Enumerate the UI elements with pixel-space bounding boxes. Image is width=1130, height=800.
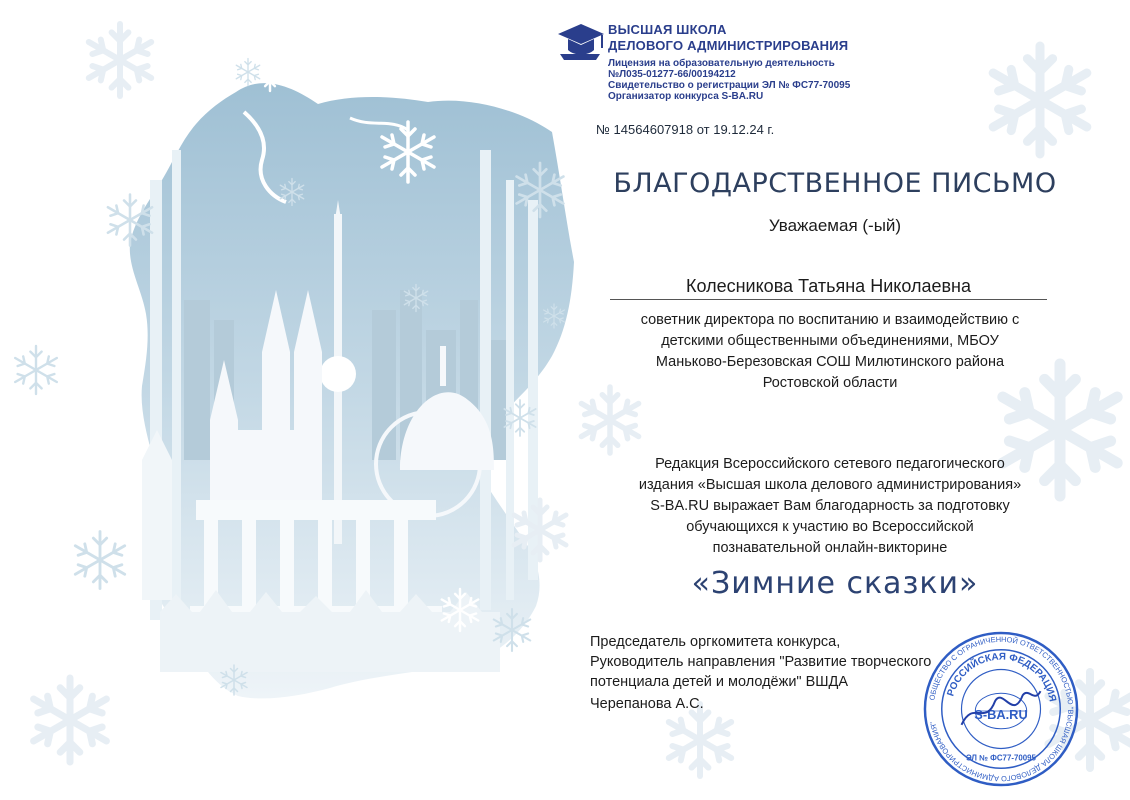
gratitude-text: Редакция Всероссийского сетевого педагогического издания «Высшая школа делового администрирования» S-BA.RU выражает Вам благодарность за подготовку обучающихся к участию во Всероссийской познавательной онлайн-викторине — [638, 456, 1022, 556]
seal-bottom-text: ЭЛ № ФС77-70095 — [966, 753, 1036, 763]
license-info: Лицензия на образовательную деятельность №Л035-01277-66/00194212 Свидетельство о регистрации ЭЛ № ФС77-70095 Организатор конкурса S-BA.RU — [608, 58, 851, 102]
organization-name: ВЫСШАЯ ШКОЛА ДЕЛОВОГО АДМИНИСТРИРОВАНИЯ — [608, 22, 849, 53]
graduation-cap-icon — [556, 20, 606, 64]
recipient-position: советник директора по воспитанию и взаимодействию с детскими общественными объединениями, МБОУ Маньково-Березовская СОШ Милютинского района Ростовской области — [640, 312, 1020, 391]
seal-center-text: S-BA.RU — [974, 706, 1028, 722]
signer-name: Черепанова А.С. — [590, 696, 704, 712]
official-seal-stamp — [922, 630, 1080, 788]
seal-outer-text: ОБЩЕСТВО С ОГРАНИЧЕННОЙ ОТВЕТСТВЕННОСТЬЮ "ВЫСШАЯ ШКОЛА ДЕЛОВОГО АДМИНИСТРИРОВАНИЯ" — [927, 634, 1076, 784]
seal-inner-text: РОССИЙСКАЯ ФЕДЕРАЦИЯ — [945, 651, 1058, 703]
document-title: БЛАГОДАРСТВЕННОЕ ПИСЬМО — [613, 168, 1057, 199]
signer-title: Председатель оргкомитета конкурса, Руководитель направления "Развитие творческого потенциала детей и молодёжи" ВШДА — [590, 634, 932, 690]
greeting: Уважаемая (-ый) — [768, 216, 902, 235]
event-name: «Зимние сказки» — [691, 566, 979, 601]
recipient-name: Колесникова Татьяна Николаевна — [610, 276, 1047, 300]
organization-logo — [556, 18, 876, 110]
document-number: № 14564607918 от 19.12.24 г. — [596, 122, 775, 137]
